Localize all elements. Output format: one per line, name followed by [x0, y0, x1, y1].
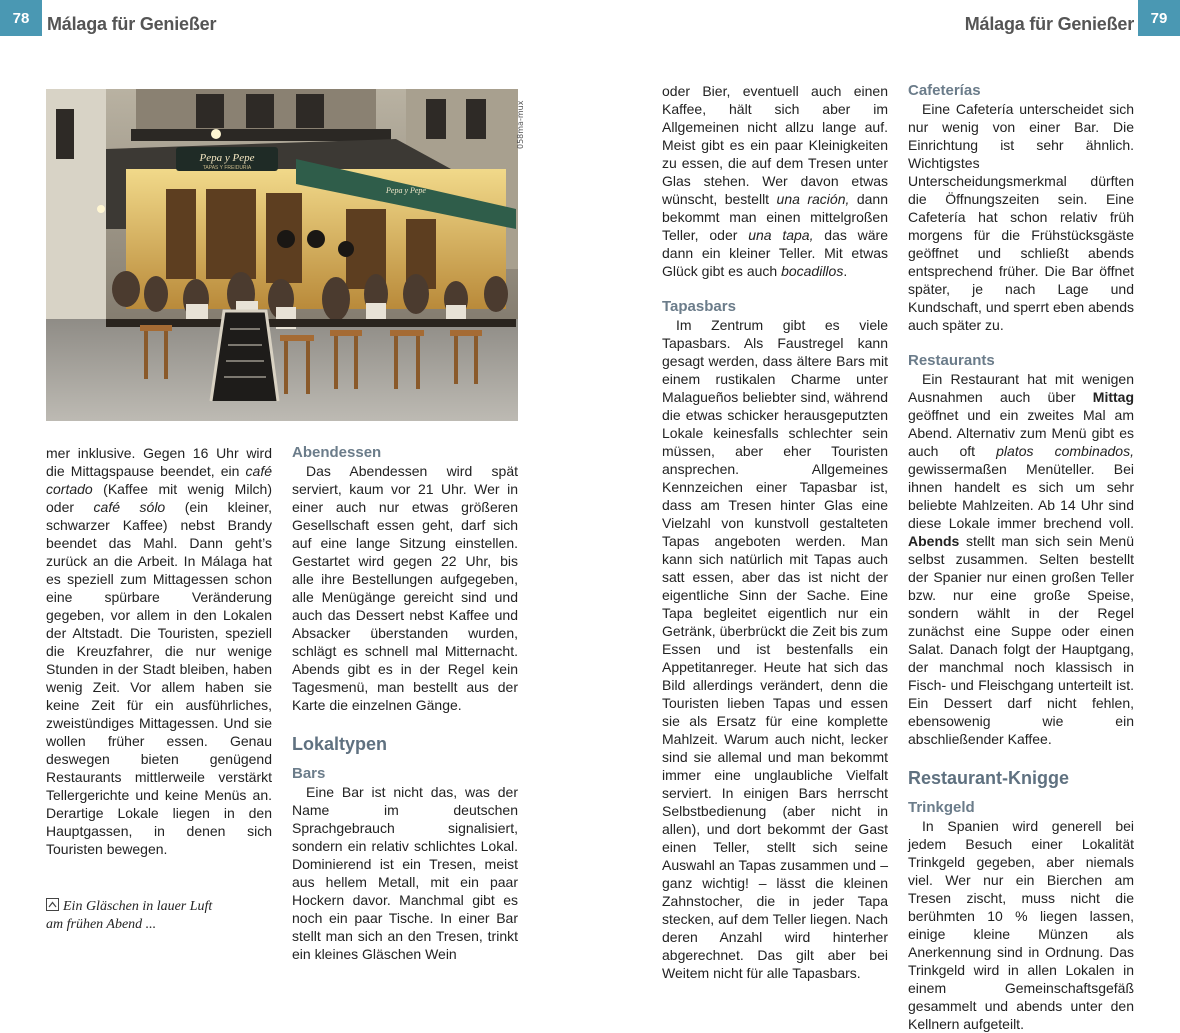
term-bocadillos: bocadillos	[781, 263, 844, 279]
column-1	[46, 444, 272, 858]
text-run: mer inklusive. Gegen 16 Uhr wird die Mittagspause beendet, ein	[46, 445, 272, 479]
paragraph-bars: Eine Bar ist nicht das, was der Name im deutschen Sprachgebrauch signalisiert, sondern ein relativ schlichtes Lokal. Dominierend ist ein Tresen, meist aus hellem Metall, mit ein paar Hockern davor. Manchmal gibt es noch ein paar Tische. In einer Bar stellt man sich an den Tresen, trinkt ein kleines Gläschen Wein	[292, 784, 518, 962]
heading-restaurants: Restaurants	[908, 352, 995, 369]
heading-abendessen: Abendessen	[292, 444, 382, 461]
term-platos-combinados: platos combinados,	[996, 443, 1134, 459]
heading-cafeterias: Cafeterías	[908, 82, 981, 99]
paragraph-trinkgeld: In Spanien wird generell bei jedem Besuch einer Lokalität Trinkgeld gegeben, aber niemals viel. Wer nur ein Bierchen am Tresen zischt, muss nicht die berühmten 10 % liegen lassen, einige kleine Münzen als Anerkennung sind in Ordnung. Das Trinkgeld wird in allen Lokalen in einem Gemeinschaftsgefäß gesammelt und abends unter den Kellnern aufgeteilt.	[908, 818, 1134, 1032]
text-run: stellt man sich sein Menü selbst zusammen. Selten bestellt der Spanier nur einen großen Teller bzw. nur eine große Speise, sondern wählt in der Regel zunächst eine Suppe oder einen Salat. Danach folgt der Hauptgang, der manchmal noch klassisch in Fisch- und Fleischgang unterteilt ist. Ein Dessert darf nicht fehlen, ebensowenig wie ein abschließender Kaffee.	[908, 533, 1134, 747]
paragraph-bars-cont	[662, 82, 888, 280]
term-una-racion: una ración,	[776, 191, 850, 207]
heading-bars: Bars	[292, 765, 326, 782]
text-run: oder Bier, eventuell auch einen Kaffee, hält sich aber im Allgemeinen nicht allzu lange auf. Meist gibt es ein paar Kleinigkeiten zu essen, die auf dem Tresen unter Glas stehen. Wer davon etwas wünscht, bestellt	[662, 83, 888, 207]
text-run: dann bekommt man einen mittelgroßen Teller, oder	[662, 191, 888, 243]
caption-line-1: Ein Gläschen in lauer Luft	[63, 899, 213, 914]
chalkboard-sign	[211, 311, 278, 401]
heading-lokaltypen: Lokaltypen	[292, 734, 388, 754]
running-head-left: Málaga für Genießer	[47, 14, 217, 34]
text-run: das wäre dann ein kleiner Teller. Mit etwas Glück gibt es auch	[662, 227, 888, 279]
term-cafe-solo: café sólo	[93, 499, 166, 515]
text-run: (Kaffee mit wenig Milch) oder	[46, 481, 272, 515]
tapas-bar-photo	[46, 89, 518, 421]
column-2	[292, 444, 518, 963]
paragraph-restaurants	[908, 370, 1134, 748]
heading-restaurant-knigge: Restaurant-Knigge	[908, 768, 1070, 788]
paragraph-abendessen: Das Abendessen wird spät serviert, kaum vor 21 Uhr. Wer in einer auch nur etwas größeren Gesellschaft essen geht, darf sich auf eine lange Sitzung einstellen. Gestartet wird gegen 22 Uhr, bis alle ihre Bestellungen aufgegeben, alle Menügänge gereicht sind und auch das Dessert nebst Kaffee und Absacker überstanden wurden, schlägt es schnell mal Mitternacht. Abends gibt es in der Regel kein Tagesmenü, man bestellt aus der Karte die einzelnen Gänge.	[292, 463, 518, 713]
shop-sign-subtext: TAPAS Y FREIDURIA	[202, 165, 252, 171]
paragraph-mittag-cont	[46, 444, 272, 858]
tapas-bar-illustration	[46, 89, 518, 421]
text-run: gewissermaßen Menüteller. Bei ihnen handelt es sich um sehr beliebte Mahlzeiten. Ab 14 Uhr sind diese Lokale immer brechend voll.	[908, 461, 1134, 531]
paragraph-tapasbars: Im Zentrum gibt es viele Tapasbars. Als Faustregel kann gesagt werden, dass ältere Bars mit einem rustikalen Charme unter Malagueños beliebter sind, während die etwas schicker herausgeputzten Lokale keinesfalls schlechter sein müssen, aber eher Touristen ansprechen. Allgemeines Kennzeichen einer Tapasbar ist, dass am Tresen hinter Glas eine Vielzahl von kunstvoll gestalteten Tapas angeboten werden. Man kann sich natürlich mit Tapas auch satt essen, aber das ist nicht der eigentliche Sinn der Sache. Eine Tapa begleitet eigentlich nur ein Getränk, überbrückt die Zeit bis zum Essen und ist bestenfalls ein Appetitanreger. Heute hat sich das Bild allerdings verändert, denn die Touristen lieben Tapas und essen sie als Ersatz für eine komplette Mahlzeit. Warum auch nicht, lecker sind sie allemal und man bekommt immer eine unglaubliche Vielfalt serviert. In einigen Bars herrscht Selbstbedienung (aber nicht in allen), und dort bekommt der Gast einen Teller, stellt sich seine Auswahl an Tapas zusammen und – ganz wichtig! – lässt die kleinen Zahnstocher, die in jeder Tapa stecken, auf dem Teller liegen. Nach deren Anzahl wird hinterher abgerechnet. Das gilt aber bei Weitem nicht für alle Tapasbars.	[662, 317, 888, 981]
caret-up-icon	[46, 898, 59, 911]
heading-tapasbars: Tapasbars	[662, 298, 736, 315]
page-number-left: 78	[0, 0, 42, 36]
column-3	[662, 82, 888, 982]
awning-text: Pepa y Pepe	[386, 186, 426, 195]
caption-line-2: am frühen Abend ...	[46, 917, 157, 932]
column-4	[908, 82, 1134, 1033]
text-run: .	[843, 263, 848, 279]
text-run: geöffnet und ein zweites Mal am Abend. Alternativ zum Menü gibt es auch oft	[908, 407, 1134, 459]
running-head-right: Málaga für Genießer	[964, 14, 1134, 34]
heading-trinkgeld: Trinkgeld	[908, 799, 975, 816]
shop-sign-text: Pepa y Pepe	[199, 152, 255, 164]
term-mittag: Mittag	[1092, 389, 1134, 405]
text-run: (ein kleiner, schwarzer Kaffee) nebst Brandy beendet das Mahl. Dann geht’s zurück an die Arbeit. In Málaga hat es speziell zum Mittagessen schon eine spürbare Veränderung gegeben, vor allem in den Lokalen der Altstadt. Die Touristen, speziell die Kreuzfahrer, die nur wenige Stunden in der Stadt bleiben, haben wenig Zeit. Vor allem haben sie keine Zeit für ein ausführliches, zweistündiges Mittagessen. Und sie wollen früher essen. Genau deswegen bieten genügend Restaurants mittlerweile verstärkt Tellergerichte und keine Menüs an. Derartige Lokale liegen in den Hauptgassen, in denen sich Touristen bewegen.	[46, 499, 272, 857]
term-cafe-cortado: café cortado	[46, 463, 272, 497]
term-abends: Abends	[908, 533, 960, 549]
photo-caption	[46, 897, 276, 934]
photo-credit: 058ma-mux	[516, 100, 525, 149]
page-number-right: 79	[1138, 0, 1180, 36]
term-una-tapa: una tapa,	[748, 227, 814, 243]
paragraph-cafeterias: Eine Cafetería unterscheidet sich nur wenig von einer Bar. Die Einrichtung ist sehr ähnlich. Wichtigstes Unterscheidungsmerkmal dürften die Öffnungszeiten sein. Eine Cafetería hat schon relativ früh morgens für die Frühstücksgäste geöffnet und schließt abends entsprechend früher. Die Bar öffnet später, je nach Lage und Kundschaft, und sperrt eben abends auch später zu.	[908, 101, 1134, 333]
text-run: Ein Restaurant hat mit wenigen Ausnahmen auch über	[908, 371, 1134, 405]
